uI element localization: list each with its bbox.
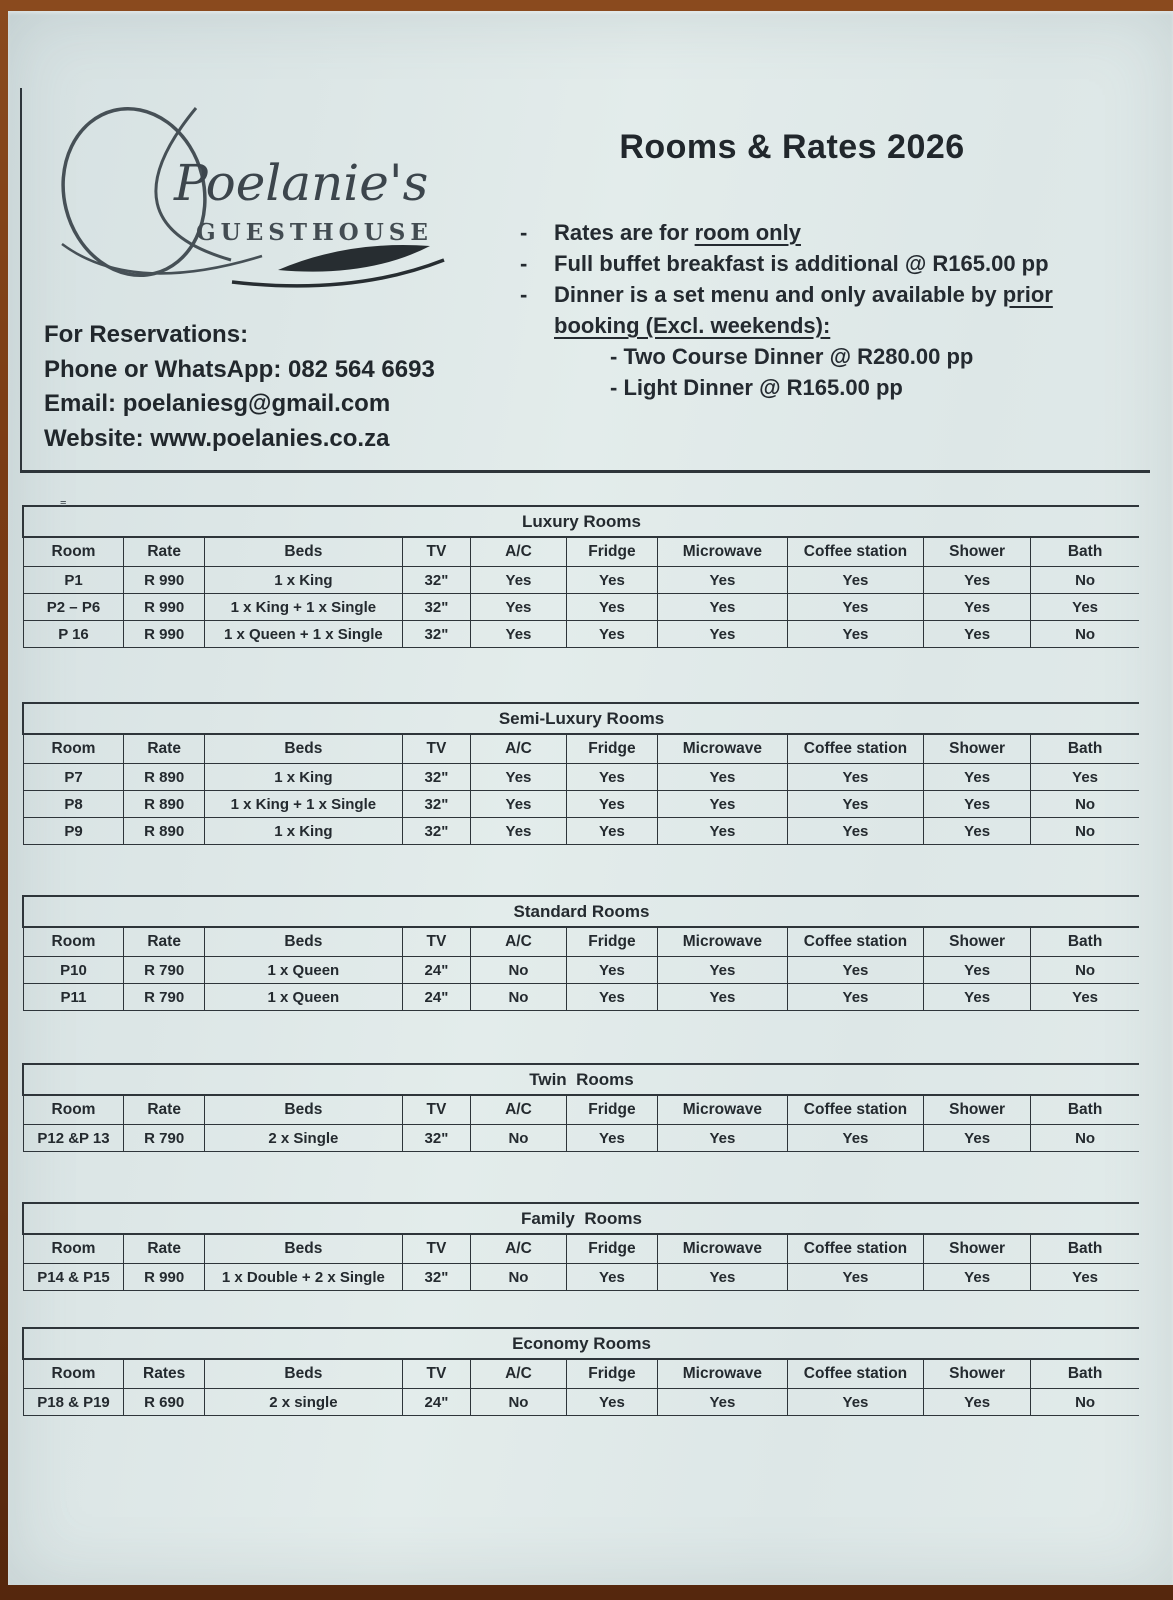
- table-cell: 1 x King: [204, 818, 402, 845]
- table-cell: 32": [402, 621, 470, 648]
- bullet-dash: -: [520, 220, 528, 245]
- table-cell: Yes: [657, 1125, 787, 1152]
- table-cell: Yes: [924, 594, 1031, 621]
- table-cell: Yes: [470, 818, 566, 845]
- rooms-table: [22, 1063, 1139, 1152]
- table-cell: 32": [402, 791, 470, 818]
- scan-artifact: ≡: [60, 498, 66, 510]
- table-cell: Yes: [566, 818, 657, 845]
- table-row: [23, 791, 1139, 818]
- table-row: [23, 984, 1139, 1011]
- column-header: Room: [23, 1234, 124, 1264]
- notes-list: [472, 217, 1112, 403]
- table-cell: Yes: [657, 791, 787, 818]
- table-cell: No: [470, 1125, 566, 1152]
- table-cell: Yes: [657, 1264, 787, 1291]
- table-cell: Yes: [787, 1389, 923, 1416]
- table-cell: No: [470, 1389, 566, 1416]
- table-cell: 1 x King + 1 x Single: [204, 594, 402, 621]
- table-cell: 24": [402, 1389, 470, 1416]
- column-header: Beds: [204, 537, 402, 567]
- rooms-table-section-economy: [22, 1327, 1139, 1416]
- table-cell: Yes: [787, 1125, 923, 1152]
- table-cell: Yes: [787, 764, 923, 791]
- column-header: Bath: [1031, 1234, 1139, 1264]
- table-cell: P8: [23, 791, 124, 818]
- table-cell: P1: [23, 567, 124, 594]
- table-cell: Yes: [1031, 984, 1139, 1011]
- table-title: Economy Rooms: [23, 1328, 1139, 1359]
- reservation-line: Email: poelaniesg@gmail.com: [44, 390, 391, 417]
- table-cell: No: [470, 1264, 566, 1291]
- rooms-table: [22, 1327, 1139, 1416]
- logo-flourish-icon: [46, 94, 486, 304]
- table-cell: Yes: [924, 621, 1031, 648]
- table-cell: R 890: [124, 818, 204, 845]
- column-header: Fridge: [566, 1359, 657, 1389]
- column-header: A/C: [470, 734, 566, 764]
- column-header: Rate: [124, 734, 204, 764]
- table-cell: 1 x King: [204, 567, 402, 594]
- table-cell: Yes: [566, 567, 657, 594]
- guesthouse-logo: [46, 94, 486, 304]
- column-header: Room: [23, 927, 124, 957]
- table-cell: No: [1031, 1389, 1139, 1416]
- table-title: Standard Rooms: [23, 896, 1139, 927]
- column-header: A/C: [470, 1234, 566, 1264]
- table-title: Semi-Luxury Rooms: [23, 703, 1139, 734]
- table-cell: P18 & P19: [23, 1389, 124, 1416]
- rooms-table: [22, 702, 1139, 845]
- column-header: Beds: [204, 734, 402, 764]
- table-cell: Yes: [924, 1264, 1031, 1291]
- column-header: Fridge: [566, 1095, 657, 1125]
- table-cell: R 690: [124, 1389, 204, 1416]
- table-cell: 32": [402, 567, 470, 594]
- reservations-block: [44, 318, 435, 456]
- column-header: Coffee station: [787, 734, 923, 764]
- header-right-column: [472, 128, 1112, 403]
- table-cell: No: [1031, 621, 1139, 648]
- column-header: Bath: [1031, 734, 1139, 764]
- column-header: Shower: [924, 927, 1031, 957]
- table-cell: 24": [402, 984, 470, 1011]
- column-header: Microwave: [657, 1234, 787, 1264]
- column-header: Microwave: [657, 537, 787, 567]
- table-cell: Yes: [566, 1125, 657, 1152]
- column-header: Bath: [1031, 537, 1139, 567]
- table-cell: 1 x Queen: [204, 984, 402, 1011]
- page-title: Rooms & Rates 2026: [619, 128, 965, 166]
- table-cell: Yes: [924, 984, 1031, 1011]
- rooms-table: [22, 505, 1139, 648]
- table-cell: No: [470, 984, 566, 1011]
- table-cell: P9: [23, 818, 124, 845]
- column-header: Microwave: [657, 1095, 787, 1125]
- column-header: A/C: [470, 1095, 566, 1125]
- column-header: Coffee station: [787, 927, 923, 957]
- rooms-table-section-semi-luxury: [22, 702, 1139, 845]
- table-cell: Yes: [657, 984, 787, 1011]
- table-cell: Yes: [470, 567, 566, 594]
- table-cell: Yes: [566, 594, 657, 621]
- column-header: Beds: [204, 1359, 402, 1389]
- table-cell: Yes: [924, 791, 1031, 818]
- column-header: Shower: [924, 1234, 1031, 1264]
- table-cell: R 990: [124, 1264, 204, 1291]
- column-header: Rates: [124, 1359, 204, 1389]
- table-cell: Yes: [787, 818, 923, 845]
- column-header: Bath: [1031, 1359, 1139, 1389]
- table-cell: 32": [402, 1125, 470, 1152]
- table-cell: Yes: [1031, 764, 1139, 791]
- table-cell: No: [1031, 567, 1139, 594]
- dinner-options: [610, 341, 1112, 403]
- paper-sheet: [8, 11, 1173, 1585]
- table-cell: R 990: [124, 594, 204, 621]
- column-header: Beds: [204, 1234, 402, 1264]
- column-header: Fridge: [566, 537, 657, 567]
- table-cell: Yes: [470, 621, 566, 648]
- table-cell: Yes: [787, 791, 923, 818]
- reservations-heading: For Reservations:: [44, 321, 249, 348]
- logo-subtitle-text: GUESTHOUSE: [196, 219, 433, 246]
- column-header: Rate: [124, 927, 204, 957]
- table-title: Luxury Rooms: [23, 506, 1139, 537]
- table-cell: R 990: [124, 621, 204, 648]
- note-text: Full buffet breakfast is additional @ R165.00 pp: [554, 251, 1049, 276]
- table-cell: R 890: [124, 791, 204, 818]
- table-cell: Yes: [787, 621, 923, 648]
- column-header: A/C: [470, 927, 566, 957]
- table-cell: Yes: [787, 567, 923, 594]
- note-text: Rates are for room only: [554, 220, 801, 245]
- rooms-table-section-twin: [22, 1063, 1139, 1152]
- table-cell: No: [1031, 818, 1139, 845]
- table-cell: 24": [402, 957, 470, 984]
- table-title: Family Rooms: [23, 1203, 1139, 1234]
- table-cell: Yes: [1031, 1264, 1139, 1291]
- rooms-table-section-standard: [22, 895, 1139, 1011]
- table-cell: R 790: [124, 1125, 204, 1152]
- table-row: [23, 567, 1139, 594]
- table-title: Twin Rooms: [23, 1064, 1139, 1095]
- column-header: Microwave: [657, 1359, 787, 1389]
- table-cell: P2 – P6: [23, 594, 124, 621]
- table-row: [23, 1389, 1139, 1416]
- feather-icon: [278, 245, 430, 272]
- table-cell: P14 & P15: [23, 1264, 124, 1291]
- table-cell: No: [470, 957, 566, 984]
- header-box: [20, 88, 1150, 473]
- table-cell: Yes: [924, 567, 1031, 594]
- table-row: [23, 594, 1139, 621]
- table-cell: 2 x single: [204, 1389, 402, 1416]
- table-cell: 32": [402, 594, 470, 621]
- table-cell: Yes: [657, 957, 787, 984]
- dinner-option: - Light Dinner @ R165.00 pp: [610, 375, 903, 400]
- table-row: [23, 818, 1139, 845]
- table-row: [23, 764, 1139, 791]
- column-header: Microwave: [657, 734, 787, 764]
- bullet-dash: -: [520, 251, 528, 276]
- table-cell: R 990: [124, 567, 204, 594]
- column-header: Room: [23, 1359, 124, 1389]
- table-cell: Yes: [657, 818, 787, 845]
- note-item: [520, 217, 1112, 248]
- table-cell: Yes: [566, 621, 657, 648]
- column-header: Rate: [124, 1234, 204, 1264]
- column-header: TV: [402, 537, 470, 567]
- table-cell: No: [1031, 1125, 1139, 1152]
- reservation-lines: [44, 353, 435, 457]
- table-cell: Yes: [566, 1264, 657, 1291]
- table-cell: 1 x Queen + 1 x Single: [204, 621, 402, 648]
- rooms-table: [22, 1202, 1139, 1291]
- table-cell: Yes: [924, 1389, 1031, 1416]
- bullet-dash: -: [520, 282, 528, 307]
- table-row: [23, 1264, 1139, 1291]
- column-header: Room: [23, 537, 124, 567]
- table-cell: Yes: [657, 1389, 787, 1416]
- column-header: Coffee station: [787, 1095, 923, 1125]
- table-cell: Yes: [470, 764, 566, 791]
- table-cell: R 790: [124, 984, 204, 1011]
- dinner-option: - Two Course Dinner @ R280.00 pp: [610, 344, 974, 369]
- column-header: Fridge: [566, 734, 657, 764]
- column-header: Coffee station: [787, 537, 923, 567]
- logo-name-text: Poelanie's: [174, 154, 429, 212]
- table-cell: Yes: [657, 621, 787, 648]
- table-cell: P 16: [23, 621, 124, 648]
- table-cell: Yes: [566, 764, 657, 791]
- table-cell: Yes: [787, 594, 923, 621]
- table-cell: 1 x King + 1 x Single: [204, 791, 402, 818]
- column-header: TV: [402, 1234, 470, 1264]
- column-header: TV: [402, 1095, 470, 1125]
- table-cell: 1 x King: [204, 764, 402, 791]
- table-cell: Yes: [924, 764, 1031, 791]
- table-cell: 1 x Queen: [204, 957, 402, 984]
- rooms-table: [22, 895, 1139, 1011]
- table-cell: 1 x Double + 2 x Single: [204, 1264, 402, 1291]
- column-header: Bath: [1031, 927, 1139, 957]
- reservation-line: Phone or WhatsApp: 082 564 6693: [44, 355, 435, 383]
- table-cell: Yes: [566, 957, 657, 984]
- note-item: [520, 248, 1112, 279]
- rooms-table-section-luxury: [22, 498, 1139, 648]
- table-cell: Yes: [470, 791, 566, 818]
- column-header: Coffee station: [787, 1359, 923, 1389]
- column-header: Shower: [924, 537, 1031, 567]
- table-cell: P7: [23, 764, 124, 791]
- table-row: [23, 621, 1139, 648]
- table-cell: Yes: [470, 594, 566, 621]
- note-item: [520, 279, 1112, 341]
- reservation-line: Website: www.poelanies.co.za: [44, 424, 390, 452]
- column-header: Microwave: [657, 927, 787, 957]
- table-row: [23, 1125, 1139, 1152]
- table-cell: 32": [402, 1264, 470, 1291]
- table-cell: R 790: [124, 957, 204, 984]
- column-header: Shower: [924, 1359, 1031, 1389]
- table-cell: 32": [402, 764, 470, 791]
- table-cell: 32": [402, 818, 470, 845]
- column-header: Shower: [924, 734, 1031, 764]
- table-cell: Yes: [657, 567, 787, 594]
- column-header: TV: [402, 927, 470, 957]
- column-header: Coffee station: [787, 1234, 923, 1264]
- column-header: Bath: [1031, 1095, 1139, 1125]
- column-header: Shower: [924, 1095, 1031, 1125]
- column-header: Room: [23, 734, 124, 764]
- column-header: Room: [23, 1095, 124, 1125]
- column-header: Rate: [124, 1095, 204, 1125]
- table-cell: Yes: [657, 594, 787, 621]
- table-cell: P12 &P 13: [23, 1125, 124, 1152]
- column-header: A/C: [470, 1359, 566, 1389]
- column-header: Beds: [204, 1095, 402, 1125]
- column-header: Rate: [124, 537, 204, 567]
- table-cell: Yes: [1031, 594, 1139, 621]
- table-cell: Yes: [924, 957, 1031, 984]
- table-cell: P10: [23, 957, 124, 984]
- table-cell: No: [1031, 957, 1139, 984]
- table-cell: Yes: [566, 791, 657, 818]
- rooms-table-section-family: [22, 1202, 1139, 1291]
- column-header: TV: [402, 734, 470, 764]
- column-header: Fridge: [566, 927, 657, 957]
- table-cell: Yes: [657, 764, 787, 791]
- table-cell: Yes: [787, 957, 923, 984]
- column-header: Fridge: [566, 1234, 657, 1264]
- table-cell: Yes: [924, 818, 1031, 845]
- column-header: TV: [402, 1359, 470, 1389]
- table-cell: Yes: [787, 1264, 923, 1291]
- column-header: Beds: [204, 927, 402, 957]
- table-cell: Yes: [787, 984, 923, 1011]
- table-row: [23, 957, 1139, 984]
- column-header: A/C: [470, 537, 566, 567]
- table-cell: P11: [23, 984, 124, 1011]
- table-cell: No: [1031, 791, 1139, 818]
- note-text: Dinner is a set menu and only available by prior booking (Excl. weekends):: [554, 282, 1053, 338]
- table-cell: Yes: [566, 1389, 657, 1416]
- table-cell: Yes: [924, 1125, 1031, 1152]
- table-cell: Yes: [566, 984, 657, 1011]
- table-cell: 2 x Single: [204, 1125, 402, 1152]
- table-cell: R 890: [124, 764, 204, 791]
